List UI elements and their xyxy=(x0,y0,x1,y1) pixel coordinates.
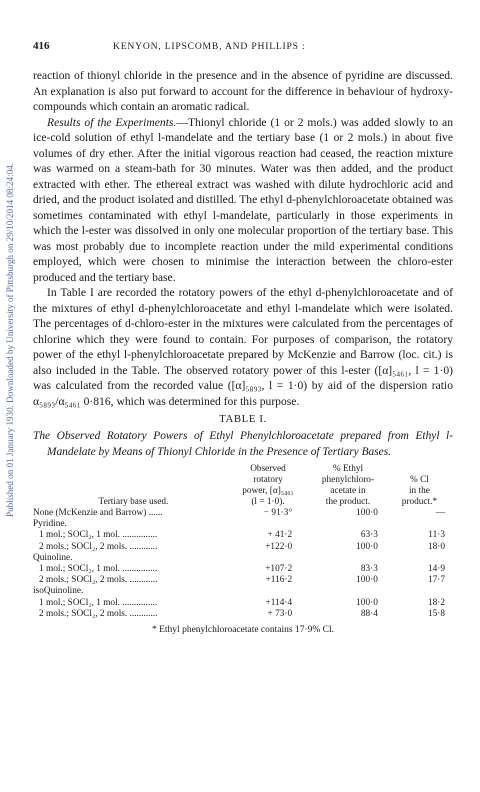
chlorine-value: 15·8 xyxy=(427,608,445,619)
chlorine-value: 11·3 xyxy=(428,530,445,541)
paragraph-table-intro: In Table I are recorded the rotatory powers of the ethyl d-phenylchloroacetate and of the mixtures of ethyl d-phenylchloroacetate and ethyl l-mandelate which were isolated. The percentages of d-chloro-ester in the mixtures were calculated from the percentages of chlorine which they were found to contain. For purposes of comparison, the rotatory power of the ethyl l-phenylchloroacetate prepared by McKenzie and Barrow (loc. cit.) is also included in the Table. The observed rotatory power of this l-ester ([α]₅₄₆₁, l = 1·0) was calculated from the recorded value ([α]₅₈₉₃, l = 1·0) by aid of the dispersion ratio α₅₈₉₃/α₅₄₆₁ 0·816, which was determined for this purpose. xyxy=(33,286,453,408)
table-group-row xyxy=(33,519,445,530)
group-label: Pyridine. xyxy=(33,519,67,530)
percent-value: 100·0 xyxy=(356,597,378,608)
rotation-value: +114·4 xyxy=(265,597,293,608)
table-header-row xyxy=(33,464,445,508)
table-row xyxy=(33,575,445,586)
chlorine-value: 18·0 xyxy=(427,541,445,552)
group-label: Quinoline. xyxy=(33,552,73,563)
download-watermark xyxy=(3,100,17,580)
table-group-row xyxy=(33,586,445,597)
table-row xyxy=(33,542,445,553)
percent-value: 100·0 xyxy=(356,508,378,518)
header-tertiary-base: Tertiary base used. xyxy=(98,497,169,507)
table-caption: The Observed Rotatory Powers of Ethyl Phenylchloroacetate prepared from Ethyl l-Mandelate by Means of Thionyl Chloride in the Presence of Tertiary Bases. xyxy=(33,430,453,458)
group-label: isoQuinoline. xyxy=(33,586,84,597)
paragraph-results xyxy=(33,115,453,286)
base-label: 2 mols.; SOCl₂, 2 mols. ............ xyxy=(39,541,158,552)
table-row xyxy=(33,598,445,609)
base-label: 2 mols.; SOCl₂, 2 mols. ............ xyxy=(39,575,158,586)
header-percent-ethyl: % Ethyl phenylchloro- acetate in the product. xyxy=(321,464,375,507)
rotatory-power-table xyxy=(33,464,445,620)
percent-value: 100·0 xyxy=(356,541,378,552)
percent-value: 83·3 xyxy=(360,564,378,575)
results-heading: Results of the Experiments. xyxy=(47,115,177,129)
percent-value: 63·3 xyxy=(360,530,378,541)
percent-value: 100·0 xyxy=(356,575,378,586)
download-watermark-text: Published on 01 January 1930. Downloaded by University of Pittsburgh on 29/10/2014 08:24:04. xyxy=(5,163,15,517)
running-head xyxy=(33,40,453,58)
rotation-value: +122·0 xyxy=(265,541,293,552)
paragraph-intro-continued: reaction of thionyl chloride in the presence and in the absence of pyridine are discussed. An explanation is also put forward to account for the difference in behaviour of hydroxy-compounds which contain an aromatic radical. xyxy=(33,69,453,113)
base-label: None (McKenzie and Barrow) ...... xyxy=(33,508,163,518)
table-footnote: * Ethyl phenylchloroacetate contains 17·9% Cl. xyxy=(151,625,335,636)
base-label: 1 mol.; SOCl₂, 1 mol. ............... xyxy=(39,597,158,608)
table-title: TABLE I. xyxy=(219,413,267,425)
results-text: —Thionyl chloride (1 or 2 mols.) was added slowly to an ice-cold solution of ethyl l-mandelate and the tertiary base (1 or 2 mols.) in about five volumes of dry ether. After the initial vigorous reaction had ceased, the reaction mixture was warmed on a steam-bath for 30 minutes. Water was then added, and the product extracted with ether. The ethereal extract was washed with dilute hydrochloric acid and dried, and the product isolated and distilled. The ethyl d-phenylchloroacetate obtained was sometimes contaminated with ethyl l-mandelate, particularly in those experiments in which the l-ester was dissolved in only one molecular proportion of the tertiary base. This was most probably due to incomplete reaction under the mild experimental conditions employed, which were chosen to minimise the interaction between the chloro-ester produced and the tertiary base. xyxy=(33,115,454,284)
journal-page xyxy=(33,40,453,635)
rotation-value: + 41·2 xyxy=(267,530,293,541)
table-group-row xyxy=(33,553,445,564)
table-body xyxy=(33,508,445,620)
table-row xyxy=(33,530,445,541)
table-row xyxy=(33,508,445,519)
base-label: 1 mol.; SOCl₂, 1 mol. ............... xyxy=(39,530,158,541)
rotation-value: +107·2 xyxy=(265,564,293,575)
chlorine-value: 14·9 xyxy=(427,564,445,575)
chlorine-value: — xyxy=(435,508,445,518)
table-row xyxy=(33,609,445,620)
chlorine-value: 18·2 xyxy=(427,597,445,608)
base-label: 2 mols.; SOCl₂, 2 mols. ............ xyxy=(39,608,158,619)
rotation-value: − 91·3° xyxy=(263,508,293,518)
rotation-value: + 73·0 xyxy=(267,608,293,619)
running-title: KENYON, LIPSCOMB, AND PHILLIPS : xyxy=(113,41,306,52)
header-observed-rotatory-power: Observed rotatory power, [α]₅₄₆₁ (l = 1·0). xyxy=(242,464,294,507)
table-row xyxy=(33,564,445,575)
chlorine-value: 17·7 xyxy=(427,575,445,586)
percent-value: 88·4 xyxy=(360,608,378,619)
base-label: 1 mol.; SOCl₂, 1 mol. ............... xyxy=(39,564,158,575)
page-number: 416 xyxy=(33,40,50,52)
rotation-value: +116·2 xyxy=(265,575,293,586)
header-percent-cl: % Cl in the product.* xyxy=(401,475,438,507)
